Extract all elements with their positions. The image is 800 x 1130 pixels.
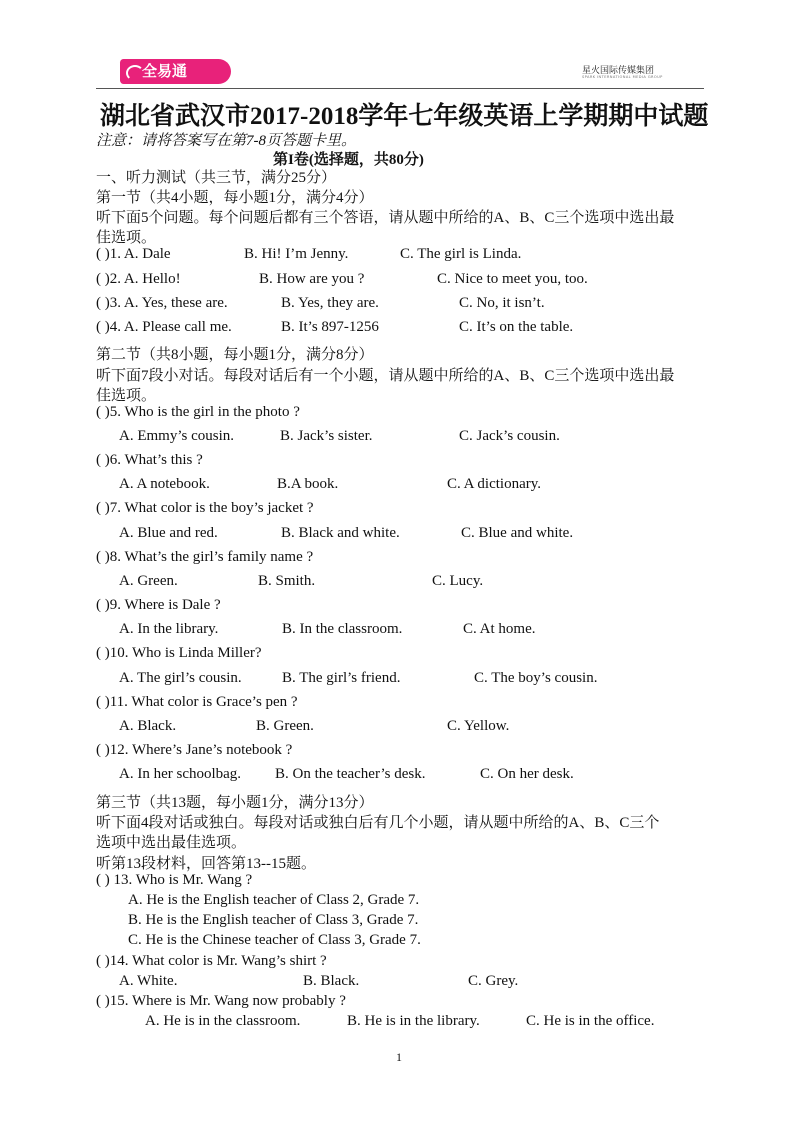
logo-text: 全易通 bbox=[142, 62, 188, 80]
option-b: B. Jack’s sister. bbox=[280, 428, 373, 444]
option-b: B. On the teacher’s desk. bbox=[275, 766, 426, 782]
option-c: C. Yellow. bbox=[447, 718, 510, 734]
question-stem: ( )11. What color is Grace’s pen ? bbox=[96, 694, 298, 710]
option-c: C. The girl is Linda. bbox=[400, 246, 522, 262]
option-b: B. He is in the library. bbox=[347, 1013, 480, 1029]
section1-instruction-cont: 佳选项。 bbox=[96, 230, 157, 246]
question-stem: ( )3. A. Yes, these are. bbox=[96, 295, 228, 311]
question-stem: ( )15. Where is Mr. Wang now probably ? bbox=[96, 993, 346, 1009]
page-title: 湖北省武汉市2017-2018学年七年级英语上学期期中试题 bbox=[100, 103, 709, 130]
question-stem: ( )14. What color is Mr. Wang’s shirt ? bbox=[96, 953, 327, 969]
option-a: A. Green. bbox=[119, 573, 178, 589]
section2-heading: 第二节（共8小题，每小题1分，满分8分） bbox=[96, 347, 374, 363]
option-b: B. Yes, they are. bbox=[281, 295, 379, 311]
option-b: B. He is the English teacher of Class 3, Grade 7. bbox=[128, 912, 419, 928]
volume-heading: 第I卷(选择题，共80分) bbox=[273, 152, 424, 168]
option-c: C. The boy’s cousin. bbox=[474, 670, 598, 686]
option-c: C. Blue and white. bbox=[461, 525, 574, 541]
section3-instruction: 听下面4段对话或独白。每段对话或独白后有几个小题，请从题中所给的A、B、C三个 bbox=[96, 815, 660, 831]
brand-name: 星火国际传媒集团 bbox=[582, 66, 655, 76]
question-stem: ( )8. What’s the girl’s family name ? bbox=[96, 549, 314, 565]
publisher-logo bbox=[120, 59, 231, 84]
option-c: C. A dictionary. bbox=[447, 476, 542, 492]
option-a: A. He is the English teacher of Class 2, Grade 7. bbox=[128, 892, 420, 908]
section2-instruction: 听下面7段小对话。每段对话后有一个小题，请从题中所给的A、B、C三个选项中选出最 bbox=[96, 368, 675, 384]
option-a: A. Blue and red. bbox=[119, 525, 218, 541]
brand-subtitle: SPARK INTERNATIONAL MEDIA GROUP bbox=[582, 75, 663, 79]
section1-heading: 第一节（共4小题，每小题1分，满分4分） bbox=[96, 190, 374, 206]
option-c: C. No, it isn’t. bbox=[459, 295, 545, 311]
option-b: B. Black and white. bbox=[281, 525, 400, 541]
option-c: C. Jack’s cousin. bbox=[459, 428, 560, 444]
section3-material: 听第13段材料，回答第13--15题。 bbox=[96, 856, 316, 872]
option-a: A. Black. bbox=[119, 718, 177, 734]
option-c: C. He is the Chinese teacher of Class 3, Grade 7. bbox=[128, 932, 421, 948]
question-stem: ( )5. Who is the girl in the photo ? bbox=[96, 404, 300, 420]
option-c: C. Nice to meet you, too. bbox=[437, 271, 588, 287]
question-stem: ( )1. A. Dale bbox=[96, 246, 171, 262]
logo-swoosh-icon bbox=[126, 65, 144, 81]
option-b: B. Hi! I’m Jenny. bbox=[244, 246, 349, 262]
option-a: A. A notebook. bbox=[119, 476, 210, 492]
question-stem: ( )6. What’s this ? bbox=[96, 452, 203, 468]
section1-instruction: 听下面5个问题。每个问题后都有三个答语，请从题中所给的A、B、C三个选项中选出最 bbox=[96, 210, 675, 226]
option-b: B. Smith. bbox=[258, 573, 316, 589]
part-heading: 一、听力测试（共三节，满分25分） bbox=[96, 170, 337, 186]
question-stem: ( )7. What color is the boy’s jacket ? bbox=[96, 500, 314, 516]
option-a: A. In the library. bbox=[119, 621, 219, 637]
question-stem: ( ) 13. Who is Mr. Wang ? bbox=[96, 872, 253, 888]
option-c: C. On her desk. bbox=[480, 766, 574, 782]
option-c: C. Grey. bbox=[468, 973, 519, 989]
option-a: A. The girl’s cousin. bbox=[119, 670, 242, 686]
page-number: 1 bbox=[396, 1050, 402, 1064]
instruction-note: 注意：请将答案写在第7-8页答题卡里。 bbox=[96, 133, 356, 149]
option-a: A. White. bbox=[119, 973, 178, 989]
option-b: B. The girl’s friend. bbox=[282, 670, 401, 686]
question-stem: ( )9. Where is Dale ? bbox=[96, 597, 221, 613]
option-c: C. Lucy. bbox=[432, 573, 484, 589]
option-c: C. At home. bbox=[463, 621, 536, 637]
option-b: B. Green. bbox=[256, 718, 314, 734]
option-b: B. Black. bbox=[303, 973, 360, 989]
question-stem: ( )12. Where’s Jane’s notebook ? bbox=[96, 742, 293, 758]
question-stem: ( )2. A. Hello! bbox=[96, 271, 181, 287]
option-c: C. It’s on the table. bbox=[459, 319, 574, 335]
option-a: A. In her schoolbag. bbox=[119, 766, 242, 782]
header-divider bbox=[96, 88, 704, 89]
option-c: C. He is in the office. bbox=[526, 1013, 655, 1029]
option-b: B.A book. bbox=[277, 476, 339, 492]
option-b: B. In the classroom. bbox=[282, 621, 403, 637]
section3-heading: 第三节（共13题，每小题1分，满分13分） bbox=[96, 795, 374, 811]
option-a: A. He is in the classroom. bbox=[145, 1013, 301, 1029]
option-b: B. It’s 897-1256 bbox=[281, 319, 379, 335]
question-stem: ( )10. Who is Linda Miller? bbox=[96, 645, 262, 661]
section3-instruction-cont: 选项中选出最佳选项。 bbox=[96, 835, 247, 851]
question-stem: ( )4. A. Please call me. bbox=[96, 319, 232, 335]
option-b: B. How are you ? bbox=[259, 271, 365, 287]
option-a: A. Emmy’s cousin. bbox=[119, 428, 234, 444]
section2-instruction-cont: 佳选项。 bbox=[96, 388, 157, 404]
